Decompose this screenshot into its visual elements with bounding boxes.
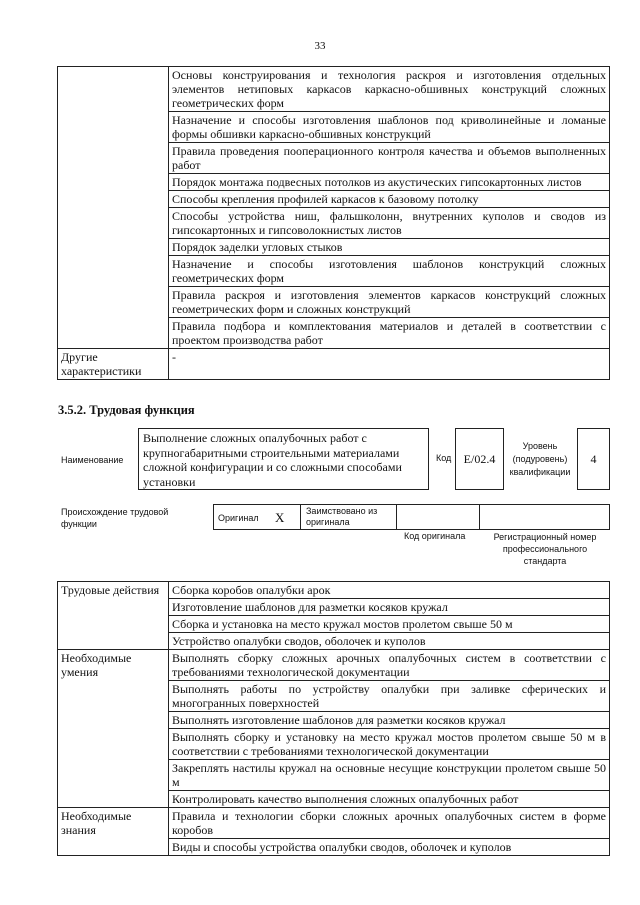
row-item: Закреплять настилы кружал на основные несущие конструкции пролетом свыше 50 м — [169, 760, 610, 791]
original-mark: X — [275, 510, 285, 525]
origin-box — [213, 504, 610, 530]
row-item: Контролировать качество выполнения сложных опалубочных работ — [169, 791, 610, 808]
row-item: Правила проведения пооперационного контроля качества и объемов выполненных работ — [169, 143, 610, 174]
row-item: Устройство опалубки сводов, оболочек и куполов — [169, 633, 610, 650]
requirements-table-continued — [57, 66, 610, 380]
code-original-label: Код оригинала — [404, 531, 466, 541]
row-item: Виды и способы устройства опалубки сводов, оболочек и куполов — [169, 839, 610, 856]
page-number: 33 — [314, 40, 326, 52]
row-item: - — [169, 349, 610, 380]
row-item: Порядок заделки угловых стыков — [169, 239, 610, 256]
row-item: Выполнять изготовление шаблонов для разметки косяков кружал — [169, 712, 610, 729]
row-item: Выполнять работы по устройству опалубки при заливке сферических и многогранных поверхностей — [169, 681, 610, 712]
row-item: Выполнять сборку и установку на место кружал мостов пролетом свыше 50 м в соответствии с требованиями технологической документации — [169, 729, 610, 760]
row-item: Сборка и установка на место кружал мостов пролетом свыше 50 м — [169, 616, 610, 633]
row-category: Трудовые действия — [58, 582, 169, 650]
row-item: Правила и технологии сборки сложных арочных опалубочных систем в форме коробов — [169, 808, 610, 839]
borrowed-label: Заимствовано из оригинала — [306, 506, 378, 527]
name-label: Наименование — [61, 455, 124, 465]
function-code-box: E/02.4 — [455, 428, 504, 490]
row-item: Назначение и способы изготовления шаблонов под криволинейные и ломаные формы обшивки каркасно-обшивных конструкций — [169, 112, 610, 143]
function-name-box: Выполнение сложных опалубочных работ с крупногабаритными строительными материалами сложной конфигурации и со сложными способами установки — [138, 428, 429, 490]
row-category: Необходимые умения — [58, 650, 169, 808]
row-category — [58, 67, 169, 349]
row-item: Правила подбора и комплектования материалов и деталей в соответствии с проектом производства работ — [169, 318, 610, 349]
row-item: Способы крепления профилей каркасов к базовому потолку — [169, 191, 610, 208]
code-label: Код — [436, 453, 452, 463]
original-label: Оригинал — [218, 513, 259, 523]
origin-label: Происхождение трудовой функции — [61, 507, 169, 529]
row-item: Сборка коробов опалубки арок — [169, 582, 610, 599]
row-item: Порядок монтажа подвесных потолков из акустических гипсокартонных листов — [169, 174, 610, 191]
table-row — [58, 650, 610, 681]
qualification-level-box: 4 — [577, 428, 610, 490]
row-category: Необходимые знания — [58, 808, 169, 856]
reg-number-label: Регистрационный номер профессионального стандарта — [493, 532, 597, 566]
table-row — [58, 808, 610, 839]
table-row — [58, 582, 610, 599]
row-category: Другие характеристики — [58, 349, 169, 380]
row-item: Назначение и способы изготовления шаблонов конструкций сложных геометрических форм — [169, 256, 610, 287]
row-item: Способы устройства ниш, фальшколонн, внутренних куполов и сводов из гипсокартонных и гипсоволокнистых листов — [169, 208, 610, 239]
table-row — [58, 349, 610, 380]
labor-function-table — [57, 581, 610, 856]
row-item: Выполнять сборку сложных арочных опалубочных систем в соответствии с требованиями технологической документации — [169, 650, 610, 681]
section-heading: 3.5.2. Трудовая функция — [58, 403, 195, 417]
row-item: Изготовление шаблонов для разметки косяков кружал — [169, 599, 610, 616]
table-row — [58, 67, 610, 112]
level-label: Уровень (подуровень) квалификации — [509, 441, 571, 477]
row-item: Основы конструирования и технология раскроя и изготовления отдельных элементов нетиповых каркасов каркасно-обшивных конструкций сложных геометрических форм — [169, 67, 610, 112]
row-item: Правила раскроя и изготовления элементов каркасов конструкций сложных геометрических форм и сложных конструкций — [169, 287, 610, 318]
